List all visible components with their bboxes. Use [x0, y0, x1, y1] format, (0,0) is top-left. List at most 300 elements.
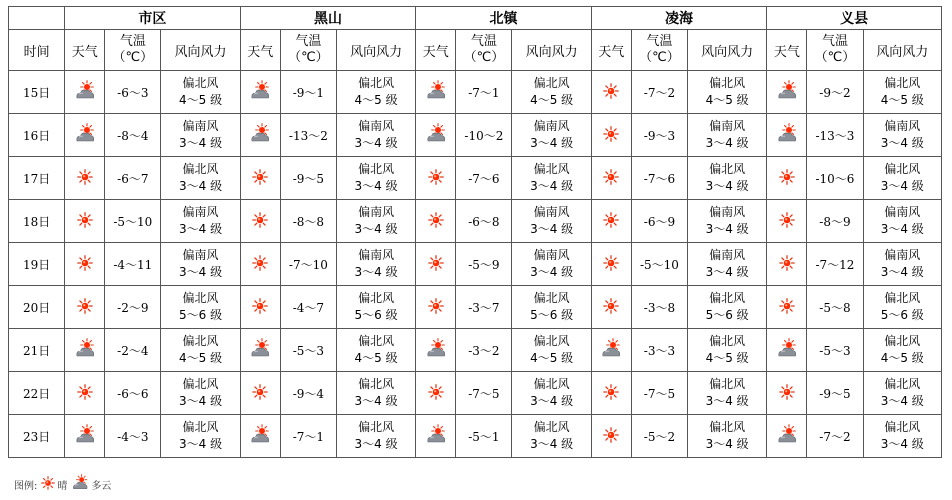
weather-cell: [416, 329, 456, 372]
wind-direction: 偏北风: [709, 334, 746, 348]
wind-direction: 偏北风: [709, 162, 746, 176]
weather-forecast-table: [8, 6, 942, 458]
wind-level: 3～4 级: [880, 394, 924, 408]
sun-icon: [779, 298, 795, 317]
wind-cell: [336, 415, 415, 458]
wind-cell: [512, 415, 591, 458]
wind-direction: 偏南风: [709, 205, 746, 219]
temperature-cell: -10～2: [456, 114, 512, 157]
wind-direction: 偏南风: [709, 248, 746, 262]
partly-cloudy-icon: [74, 338, 96, 363]
temperature-header-line1: 气温: [821, 34, 848, 49]
wind-level: 4～5 级: [705, 93, 749, 107]
temperature-header-line1: 气温: [295, 34, 322, 49]
wind-level: 3～4 级: [880, 136, 924, 150]
weather-cell: [240, 157, 280, 200]
temperature-cell: -5～10: [105, 200, 161, 243]
wind-direction: 偏北风: [884, 420, 921, 434]
temperature-cell: -4～11: [105, 243, 161, 286]
weather-cell: [767, 114, 807, 157]
temperature-cell: -7～2: [631, 71, 687, 114]
day-cell: 16日: [9, 114, 65, 157]
wind-header: 风向风力: [863, 30, 941, 71]
wind-header: 风向风力: [688, 30, 767, 71]
wind-header: 风向风力: [161, 30, 240, 71]
wind-level: 3～4 级: [880, 222, 924, 236]
temperature-cell: -9～2: [807, 71, 863, 114]
partly-cloudy-icon: [425, 338, 447, 363]
temperature-cell: -13～2: [280, 114, 336, 157]
region-header: 义县: [767, 7, 942, 30]
temperature-cell: -7～1: [280, 415, 336, 458]
partly-cloudy-icon: [71, 474, 89, 495]
temperature-header: [807, 30, 863, 71]
wind-direction: 偏南风: [533, 119, 570, 133]
wind-direction: 偏北风: [182, 377, 219, 391]
wind-level: 3～4 级: [530, 394, 574, 408]
wind-level: 3～4 级: [530, 136, 574, 150]
partly-cloudy-icon: [249, 80, 271, 105]
column-header-row: [9, 30, 942, 71]
weather-cell: [767, 415, 807, 458]
day-cell: 22日: [9, 372, 65, 415]
wind-level: 4～5 级: [530, 351, 574, 365]
wind-cell: [161, 415, 240, 458]
weather-cell: [767, 71, 807, 114]
wind-direction: 偏北风: [358, 334, 395, 348]
wind-direction: 偏南风: [884, 119, 921, 133]
sun-icon: [603, 384, 619, 403]
weather-header: 天气: [240, 30, 280, 71]
wind-cell: [336, 372, 415, 415]
temperature-cell: -2～9: [105, 286, 161, 329]
wind-cell: [336, 243, 415, 286]
temperature-cell: -7～6: [631, 157, 687, 200]
temperature-header-unit: （℃）: [463, 50, 505, 65]
temperature-cell: -8～8: [280, 200, 336, 243]
partly-cloudy-icon: [249, 338, 271, 363]
forecast-row: [9, 114, 942, 157]
wind-cell: [688, 415, 767, 458]
sun-icon: [252, 212, 268, 231]
forecast-row: [9, 415, 942, 458]
sun-icon: [779, 169, 795, 188]
partly-cloudy-icon: [776, 80, 798, 105]
weather-header: 天气: [591, 30, 631, 71]
wind-level: 3～4 级: [880, 179, 924, 193]
weather-cell: [65, 415, 105, 458]
wind-level: 4～5 级: [179, 351, 223, 365]
wind-direction: 偏南风: [884, 205, 921, 219]
forecast-row: [9, 243, 942, 286]
wind-level: 3～4 级: [354, 179, 398, 193]
wind-direction: 偏南风: [709, 119, 746, 133]
wind-direction: 偏北风: [358, 162, 395, 176]
temperature-cell: -2～4: [105, 329, 161, 372]
sun-icon: [603, 169, 619, 188]
wind-cell: [688, 329, 767, 372]
weather-header: 天气: [416, 30, 456, 71]
wind-direction: 偏北风: [182, 291, 219, 305]
weather-cell: [240, 243, 280, 286]
temperature-cell: -6～9: [631, 200, 687, 243]
weather-cell: [591, 286, 631, 329]
wind-level: 3～4 级: [179, 394, 223, 408]
weather-cell: [65, 372, 105, 415]
wind-direction: 偏北风: [182, 420, 219, 434]
weather-cell: [416, 415, 456, 458]
temperature-header-unit: （℃）: [639, 50, 680, 65]
wind-direction: 偏北风: [884, 334, 921, 348]
weather-cell: [767, 243, 807, 286]
weather-cell: [767, 157, 807, 200]
wind-cell: [863, 71, 941, 114]
sun-icon: [603, 212, 619, 231]
sun-icon: [603, 298, 619, 317]
wind-cell: [336, 200, 415, 243]
temperature-cell: -5～2: [631, 415, 687, 458]
weather-cell: [767, 200, 807, 243]
wind-level: 3～4 级: [179, 179, 223, 193]
weather-cell: [416, 372, 456, 415]
temperature-cell: -5～9: [456, 243, 512, 286]
time-header: 时间: [9, 30, 65, 71]
weather-cell: [65, 286, 105, 329]
wind-level: 3～4 级: [530, 222, 574, 236]
weather-cell: [65, 157, 105, 200]
wind-direction: 偏北风: [709, 377, 746, 391]
temperature-cell: -7～5: [631, 372, 687, 415]
temperature-header: [105, 30, 161, 71]
partly-cloudy-icon: [776, 123, 798, 148]
sun-icon: [779, 212, 795, 231]
temperature-cell: -9～3: [631, 114, 687, 157]
wind-level: 3～4 级: [530, 437, 574, 451]
temperature-header-unit: （℃）: [814, 50, 856, 65]
weather-cell: [65, 114, 105, 157]
wind-direction: 偏北风: [709, 76, 746, 90]
day-cell: 18日: [9, 200, 65, 243]
sun-icon: [428, 169, 444, 188]
wind-cell: [512, 286, 591, 329]
sun-icon: [603, 427, 619, 446]
day-cell: 20日: [9, 286, 65, 329]
legend-sunny-label: 晴: [57, 481, 68, 492]
weather-cell: [591, 157, 631, 200]
sun-icon: [41, 476, 55, 493]
wind-direction: 偏北风: [884, 76, 921, 90]
weather-cell: [591, 329, 631, 372]
weather-cell: [240, 114, 280, 157]
sun-icon: [77, 255, 93, 274]
sun-icon: [77, 212, 93, 231]
temperature-header-unit: （℃）: [112, 50, 154, 65]
day-cell: 19日: [9, 243, 65, 286]
day-cell: 17日: [9, 157, 65, 200]
wind-cell: [688, 243, 767, 286]
day-cell: 23日: [9, 415, 65, 458]
sun-icon: [428, 298, 444, 317]
weather-cell: [240, 200, 280, 243]
partly-cloudy-icon: [249, 123, 271, 148]
temperature-cell: -6～3: [105, 71, 161, 114]
wind-direction: 偏北风: [533, 420, 570, 434]
weather-cell: [240, 415, 280, 458]
wind-direction: 偏南风: [358, 205, 395, 219]
wind-direction: 偏南风: [358, 248, 395, 262]
temperature-cell: -5～8: [807, 286, 863, 329]
legend-prefix: 图例:: [14, 481, 38, 492]
temperature-cell: -5～1: [456, 415, 512, 458]
weather-cell: [240, 372, 280, 415]
temperature-cell: -6～6: [105, 372, 161, 415]
weather-cell: [591, 415, 631, 458]
wind-cell: [512, 243, 591, 286]
weather-cell: [65, 243, 105, 286]
forecast-row: [9, 372, 942, 415]
wind-level: 3～4 级: [705, 437, 749, 451]
weather-cell: [65, 200, 105, 243]
wind-cell: [336, 329, 415, 372]
wind-cell: [161, 200, 240, 243]
wind-level: 5～6 级: [880, 308, 924, 322]
sun-icon: [603, 255, 619, 274]
wind-direction: 偏南风: [182, 248, 219, 262]
temperature-header: [280, 30, 336, 71]
wind-direction: 偏南风: [182, 119, 219, 133]
temperature-cell: -3～8: [631, 286, 687, 329]
weather-cell: [591, 71, 631, 114]
wind-cell: [688, 372, 767, 415]
wind-level: 3～4 级: [354, 222, 398, 236]
partly-cloudy-icon: [74, 123, 96, 148]
weather-cell: [591, 243, 631, 286]
wind-direction: 偏北风: [358, 420, 395, 434]
wind-direction: 偏北风: [182, 76, 219, 90]
wind-cell: [863, 329, 941, 372]
wind-direction: 偏北风: [884, 291, 921, 305]
weather-cell: [416, 157, 456, 200]
wind-cell: [161, 157, 240, 200]
weather-cell: [240, 286, 280, 329]
wind-direction: 偏北风: [533, 162, 570, 176]
weather-cell: [767, 286, 807, 329]
wind-level: 3～4 级: [705, 136, 749, 150]
wind-cell: [161, 286, 240, 329]
partly-cloudy-icon: [600, 338, 622, 363]
temperature-cell: -5～3: [280, 329, 336, 372]
sun-icon: [252, 255, 268, 274]
sun-icon: [252, 169, 268, 188]
wind-direction: 偏南风: [884, 248, 921, 262]
weather-cell: [767, 329, 807, 372]
wind-cell: [512, 329, 591, 372]
region-header: 北镇: [416, 7, 592, 30]
wind-direction: 偏北风: [358, 76, 395, 90]
temperature-header-line1: 气温: [646, 34, 673, 49]
wind-cell: [863, 200, 941, 243]
wind-level: 3～4 级: [354, 437, 398, 451]
wind-level: 3～4 级: [179, 437, 223, 451]
day-cell: 15日: [9, 71, 65, 114]
sun-icon: [252, 298, 268, 317]
wind-level: 5～6 级: [705, 308, 749, 322]
wind-level: 4～5 级: [880, 93, 924, 107]
wind-cell: [336, 286, 415, 329]
wind-cell: [863, 243, 941, 286]
wind-header: 风向风力: [336, 30, 415, 71]
temperature-cell: -5～3: [807, 329, 863, 372]
wind-direction: 偏北风: [182, 162, 219, 176]
wind-level: 3～4 级: [354, 136, 398, 150]
forecast-row: [9, 286, 942, 329]
wind-level: 3～4 级: [179, 265, 223, 279]
temperature-header-unit: （℃）: [288, 50, 329, 65]
partly-cloudy-icon: [249, 424, 271, 449]
partly-cloudy-icon: [74, 80, 96, 105]
wind-direction: 偏南风: [182, 205, 219, 219]
temperature-cell: -9～5: [280, 157, 336, 200]
temperature-header: [631, 30, 687, 71]
wind-direction: 偏北风: [709, 291, 746, 305]
wind-direction: 偏北风: [533, 76, 570, 90]
wind-cell: [863, 114, 941, 157]
wind-level: 3～4 级: [530, 265, 574, 279]
temperature-cell: -8～9: [807, 200, 863, 243]
wind-level: 4～5 级: [705, 351, 749, 365]
wind-cell: [336, 114, 415, 157]
legend-cloudy-label: 多云: [91, 481, 112, 492]
partly-cloudy-icon: [425, 424, 447, 449]
temperature-cell: -6～8: [456, 200, 512, 243]
partly-cloudy-icon: [425, 123, 447, 148]
wind-level: 4～5 级: [880, 351, 924, 365]
temperature-cell: -10～6: [807, 157, 863, 200]
temperature-cell: -7～5: [456, 372, 512, 415]
wind-level: 3～4 级: [354, 394, 398, 408]
wind-level: 3～4 级: [179, 136, 223, 150]
wind-level: 3～4 级: [705, 222, 749, 236]
wind-level: 3～4 级: [705, 179, 749, 193]
partly-cloudy-icon: [74, 424, 96, 449]
wind-cell: [688, 114, 767, 157]
region-header: 黑山: [240, 7, 416, 30]
weather-header: 天气: [65, 30, 105, 71]
wind-cell: [512, 114, 591, 157]
wind-direction: 偏北风: [533, 377, 570, 391]
wind-level: 3～4 级: [880, 437, 924, 451]
forecast-row: [9, 157, 942, 200]
wind-direction: 偏北风: [533, 291, 570, 305]
sun-icon: [77, 384, 93, 403]
forecast-row: [9, 200, 942, 243]
wind-level: 3～4 级: [179, 222, 223, 236]
temperature-cell: -6～7: [105, 157, 161, 200]
region-header-row: [9, 7, 942, 30]
weather-cell: [416, 200, 456, 243]
temperature-header-line1: 气温: [119, 34, 146, 49]
forecast-body: [9, 71, 942, 458]
wind-level: 3～4 级: [705, 265, 749, 279]
wind-cell: [161, 329, 240, 372]
forecast-row: [9, 71, 942, 114]
wind-direction: 偏南风: [358, 119, 395, 133]
wind-level: 5～6 级: [530, 308, 574, 322]
wind-level: 5～6 级: [354, 308, 398, 322]
wind-level: 4～5 级: [354, 351, 398, 365]
wind-direction: 偏北风: [182, 334, 219, 348]
wind-cell: [512, 157, 591, 200]
weather-cell: [240, 71, 280, 114]
temperature-cell: -7～12: [807, 243, 863, 286]
partly-cloudy-icon: [776, 424, 798, 449]
weather-cell: [65, 329, 105, 372]
wind-direction: 偏北风: [358, 291, 395, 305]
temperature-cell: -7～2: [807, 415, 863, 458]
wind-level: 3～4 级: [705, 394, 749, 408]
weather-cell: [767, 372, 807, 415]
temperature-cell: -9～4: [280, 372, 336, 415]
region-header: 市区: [65, 7, 241, 30]
weather-cell: [240, 329, 280, 372]
sun-icon: [603, 83, 619, 102]
wind-cell: [161, 114, 240, 157]
day-cell: 21日: [9, 329, 65, 372]
weather-header: 天气: [767, 30, 807, 71]
partly-cloudy-icon: [425, 80, 447, 105]
sun-icon: [77, 169, 93, 188]
wind-direction: 偏北风: [884, 377, 921, 391]
temperature-cell: -7～10: [280, 243, 336, 286]
wind-direction: 偏南风: [533, 205, 570, 219]
wind-direction: 偏北风: [709, 420, 746, 434]
wind-cell: [336, 71, 415, 114]
sun-icon: [603, 126, 619, 145]
temperature-cell: -9～1: [280, 71, 336, 114]
region-header: 凌海: [591, 7, 767, 30]
weather-cell: [591, 114, 631, 157]
temperature-header: [456, 30, 512, 71]
wind-header: 风向风力: [512, 30, 591, 71]
wind-direction: 偏北风: [358, 377, 395, 391]
wind-level: 4～5 级: [179, 93, 223, 107]
weather-cell: [591, 372, 631, 415]
temperature-cell: -3～2: [456, 329, 512, 372]
temperature-cell: -5～10: [631, 243, 687, 286]
wind-level: 4～5 级: [354, 93, 398, 107]
temperature-cell: -4～7: [280, 286, 336, 329]
wind-level: 3～4 级: [880, 265, 924, 279]
wind-cell: [161, 372, 240, 415]
wind-cell: [161, 243, 240, 286]
weather-cell: [591, 200, 631, 243]
wind-level: 3～4 级: [354, 265, 398, 279]
weather-cell: [416, 71, 456, 114]
wind-level: 4～5 级: [530, 93, 574, 107]
wind-direction: 偏南风: [533, 248, 570, 262]
wind-direction: 偏北风: [533, 334, 570, 348]
wind-cell: [161, 71, 240, 114]
wind-cell: [688, 157, 767, 200]
forecast-row: [9, 329, 942, 372]
weather-cell: [65, 71, 105, 114]
wind-cell: [512, 372, 591, 415]
weather-cell: [416, 286, 456, 329]
wind-cell: [688, 200, 767, 243]
wind-cell: [688, 286, 767, 329]
wind-cell: [512, 200, 591, 243]
temperature-cell: -7～6: [456, 157, 512, 200]
